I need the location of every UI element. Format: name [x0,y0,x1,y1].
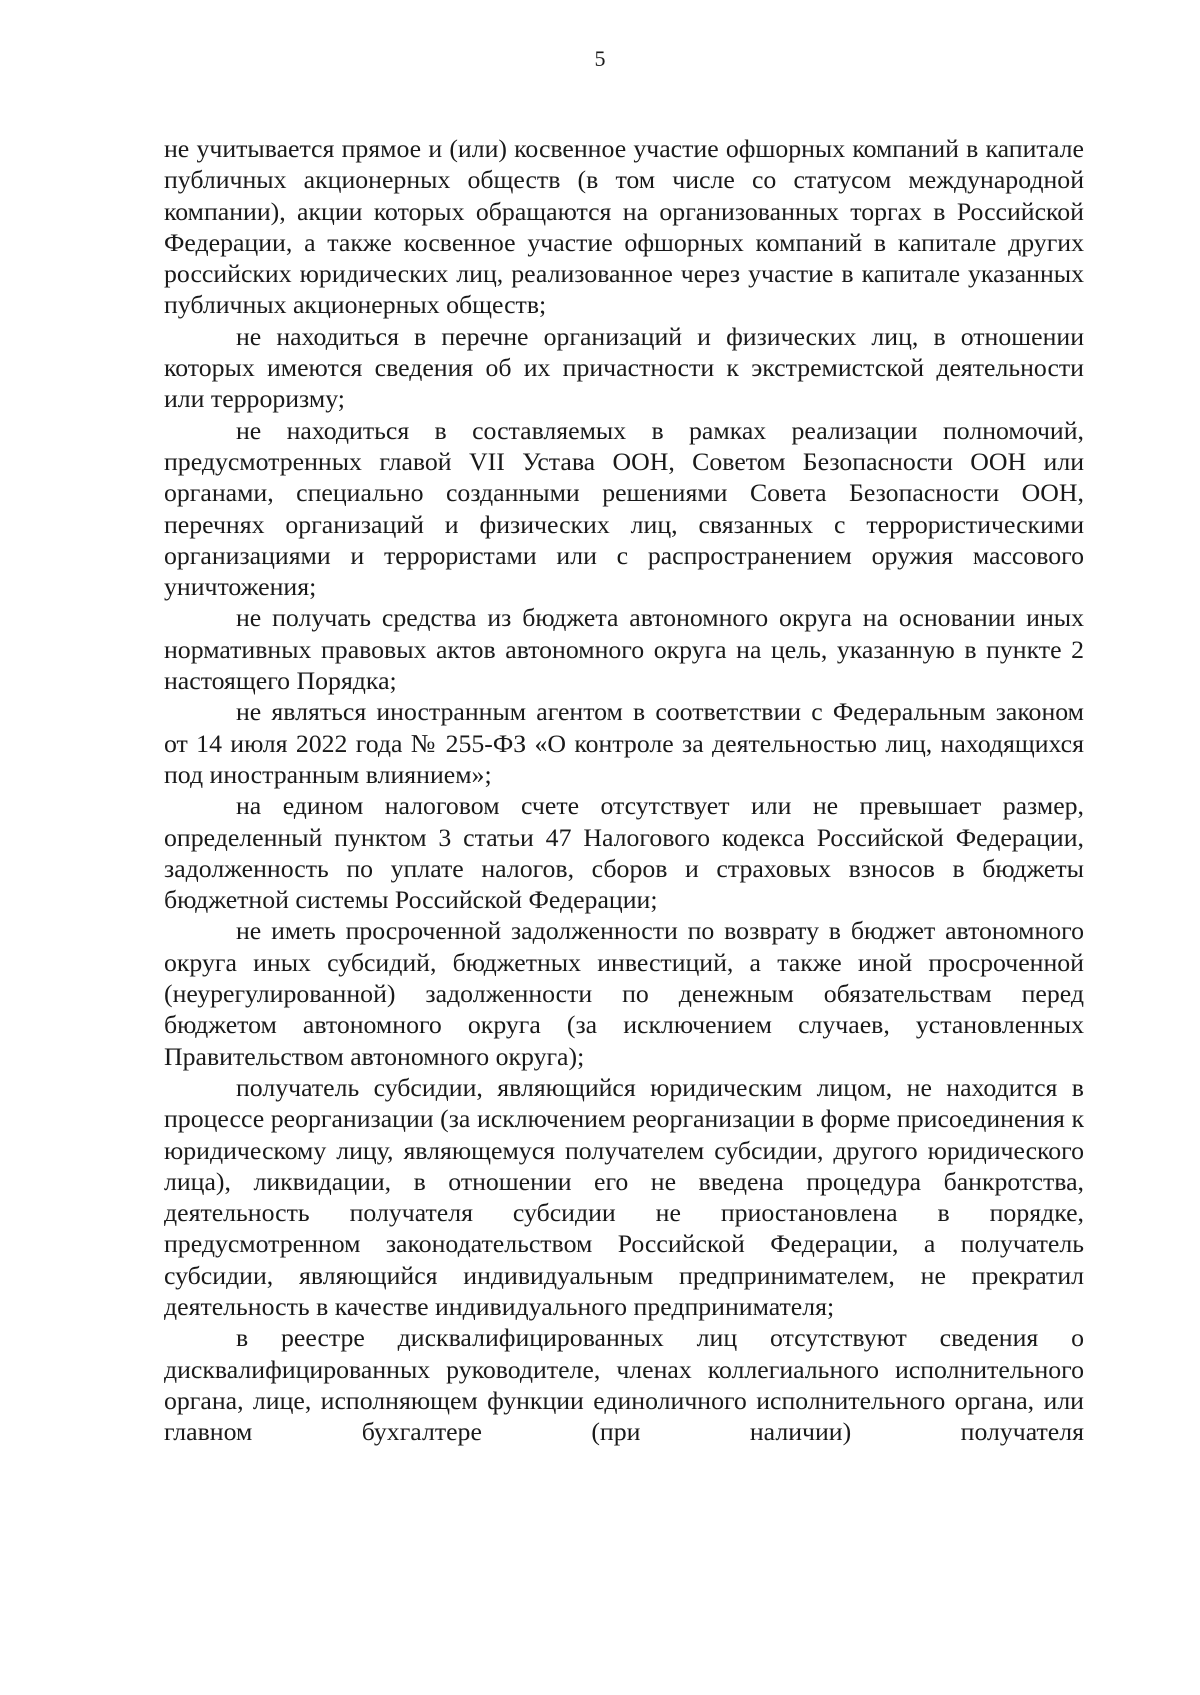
paragraph-reorganization: получатель субсидии, являющийся юридическим лицом, не находится в процессе реорганизации (за исключением реорганизации в форме присоединения к юридическому лицу, являющемуся получателем субсидии, другого юридического лица), ликвидации, в отношении его не введена процедура банкротства, деятельность получателя субсидии не приостановлена в порядке, предусмотренном законодательством Российской Федерации, а получатель субсидии, являющийся индивидуальным предпринимателем, не прекратил деятельность в качестве индивидуального предпринимателя; [164,1072,1084,1321]
paragraph-foreign-agent: не являться иностранным агентом в соответствии с Федеральным законом от 14 июля 2022 года № 255-ФЗ «О контроле за деятельностью лиц, находящихся под иностранным влиянием»; [164,697,1084,789]
paragraph-offshore-participation: не учитывается прямое и (или) косвенное участие офшорных компаний в капитале публичных акционерных обществ (в том числе со статусом международной компании), акции которых обращаются на организованных торгах в Российской Федерации, а также косвенное участие офшорных компаний в капитале других российских юридических лиц, реализованное через участие в капитале указанных публичных акционерных обществ; [164,134,1084,320]
paragraph-disqualified-persons: в реестре дисквалифицированных лиц отсутствуют сведения о дисквалифицированных руководителе, членах коллегиального исполнительного органа, лице, исполняющем функции единоличного исполнительного органа, или главном бухгалтере (при наличии) получателя [164,1323,1084,1447]
paragraph-un-sanctions-list: не находиться в составляемых в рамках реализации полномочий, предусмотренных главой VII Устава ООН, Советом Безопасности ООН или органами, специально созданными решениями Совета Безопасности ООН, перечнях организаций и физических лиц, связанных с террористическими организациями и террористами или с распространением оружия массового уничтожения; [164,415,1084,602]
paragraph-overdue-debt: не иметь просроченной задолженности по возврату в бюджет автономного округа иных субсидий, бюджетных инвестиций, а также иной просроченной (неурегулированной) задолженности по денежным обязательствам перед бюджетом автономного округа (за исключением случаев, установленных Правительством автономного округа); [164,916,1084,1071]
paragraph-no-other-budget-funds: не получать средства из бюджета автономного округа на основании иных нормативных правовых актов автономного округа на цель, указанную в пункте 2 настоящего Порядка; [164,603,1084,696]
page-number: 5 [594,46,606,71]
paragraph-tax-debt: на едином налоговом счете отсутствует или не превышает размер, определенный пунктом 3 статьи 47 Налогового кодекса Российской Федерации, задолженность по уплате налогов, сборов и страховых взносов в бюджеты бюджетной системы Российской Федерации; [164,791,1084,915]
paragraph-extremism-list: не находиться в перечне организаций и физических лиц, в отношении которых имеются сведения об их причастности к экстремистской деятельности или терроризму; [164,321,1084,414]
document-body [164,133,1084,1447]
